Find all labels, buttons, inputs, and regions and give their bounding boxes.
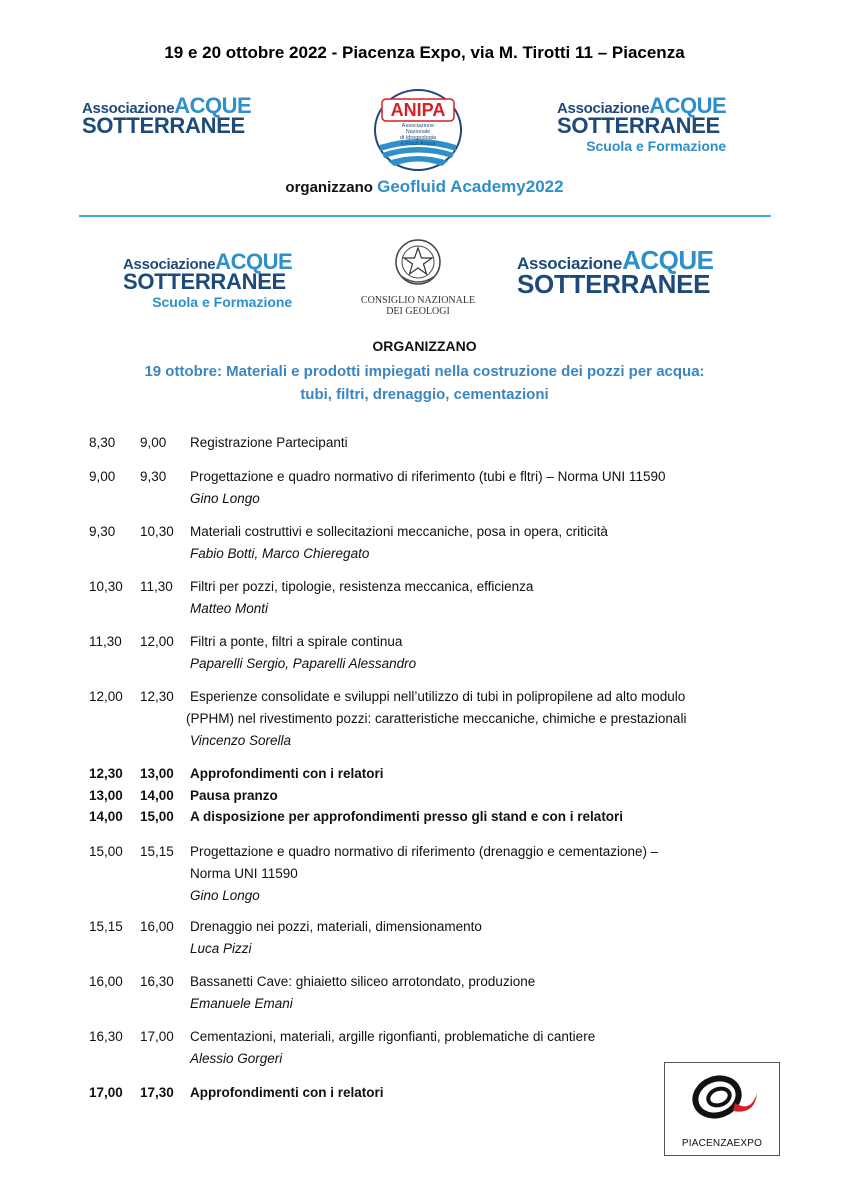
logo-acque-sotterranee-scuola: AssociazioneACQUE SOTTERRANEE Scuola e Formazione (557, 93, 727, 154)
anipa-name: ANIPA (390, 100, 446, 120)
logo-consiglio-nazionale-geologi (352, 236, 484, 316)
divider (79, 215, 771, 217)
section-heading: ORGANIZZANO (372, 338, 477, 354)
logo-acque-sotterranee: AssociazioneACQUE SOTTERRANEE (82, 93, 252, 138)
logo-piacenzaexpo: PIACENZAEXPO (664, 1062, 780, 1156)
logo-acque-sotterranee-scuola-2: AssociazioneACQUE SOTTERRANEE Scuola e Formazione (123, 249, 293, 310)
piacenzaexpo-emblem-icon (665, 1063, 781, 1133)
logo-anipa (372, 85, 464, 171)
logo-acque-sotterranee-2: AssociazioneACQUE SOTTERRANEE (517, 245, 714, 299)
section-subtitle: 19 ottobre: Materiali e prodotti impiegati nella costruzione dei pozzi per acqua: tubi, filtri, drenaggio, cementazioni (144, 363, 705, 403)
organizzano-academy: organizzano Geofluid Academy2022 (285, 177, 564, 196)
anipa-subtext: Associazione Nazionale di Idrogeologia e Pozzi Acqua (399, 123, 437, 147)
emblem-repubblica-icon (393, 236, 443, 288)
cng-label: CONSIGLIO NAZIONALE DEI GEOLOGI (360, 295, 476, 317)
event-header: 19 e 20 ottobre 2022 - Piacenza Expo, via M. Tirotti 11 – Piacenza (164, 43, 685, 62)
